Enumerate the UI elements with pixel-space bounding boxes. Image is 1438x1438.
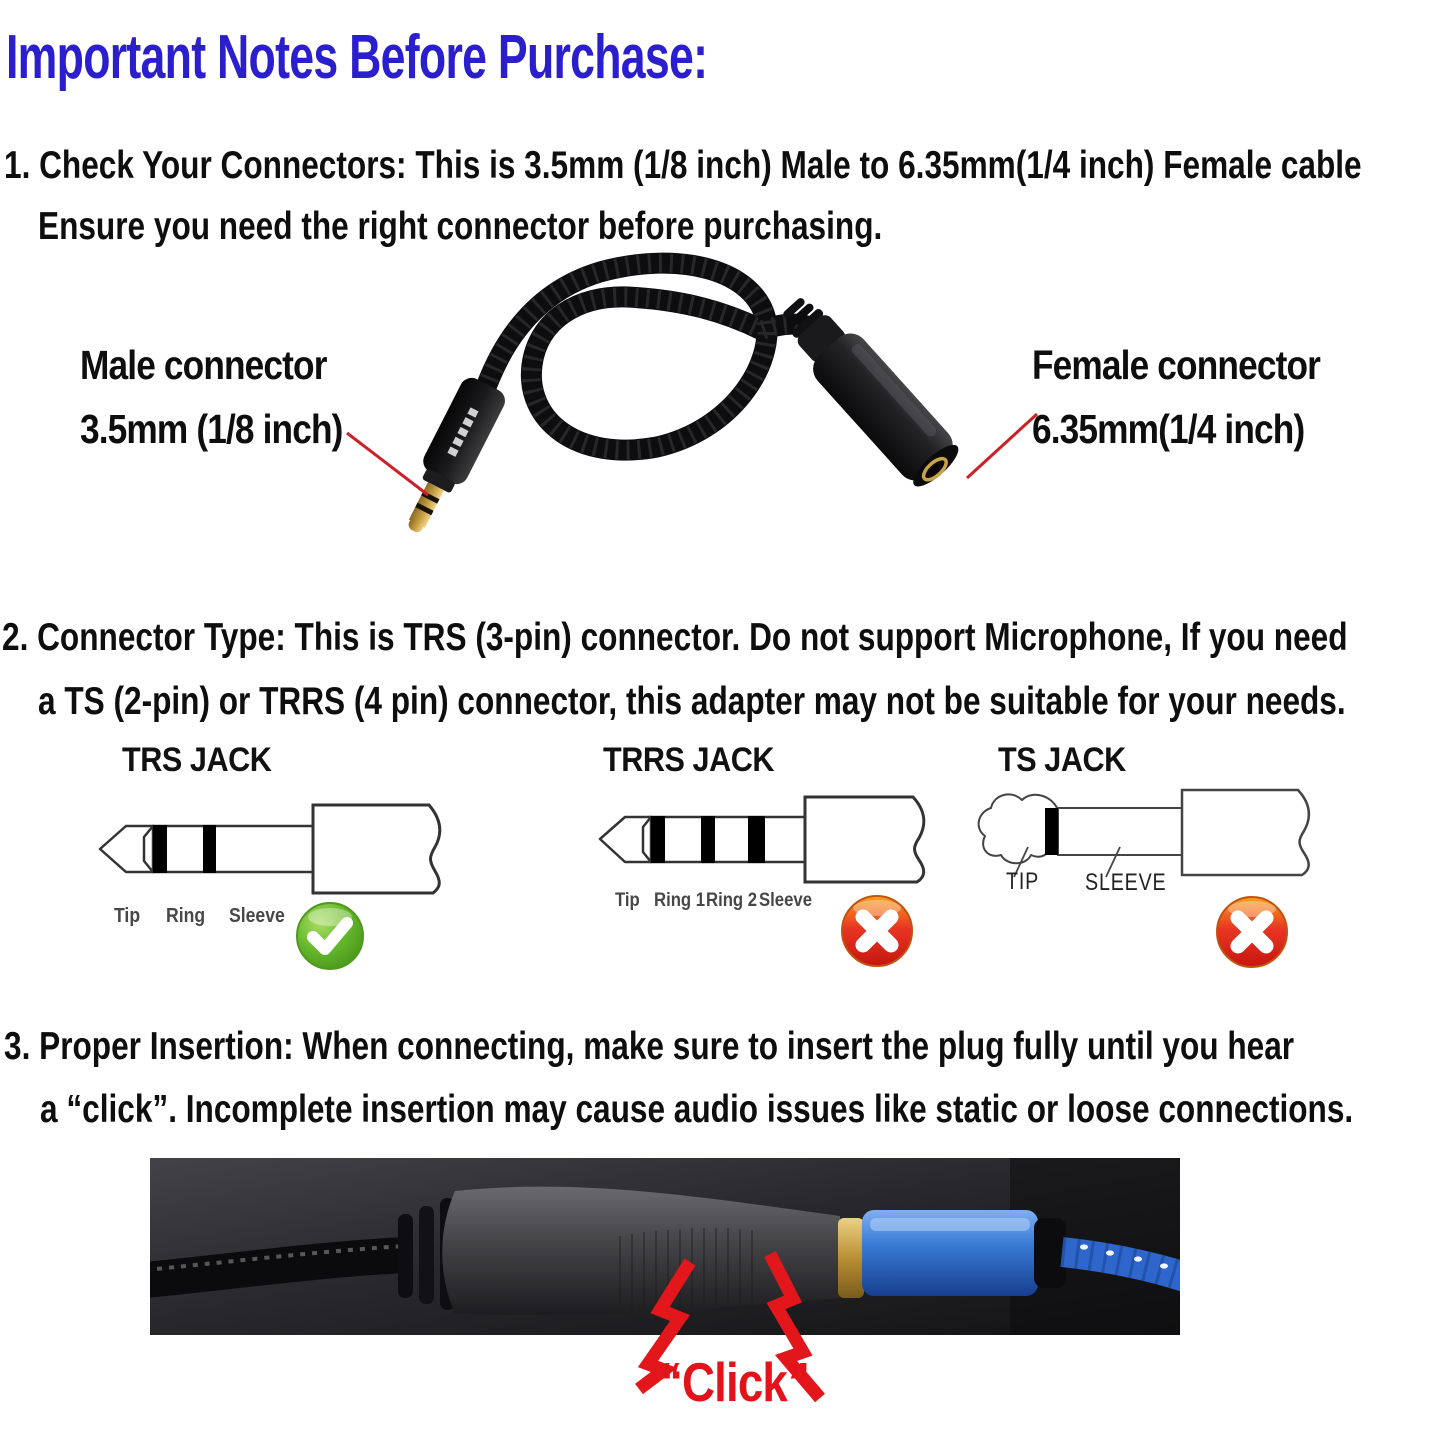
- ts-pin-sleeve: SLEEVE: [1085, 869, 1167, 896]
- male-connector-label: Male connector: [80, 342, 327, 388]
- trrs-pin-tip: Tip: [615, 890, 640, 911]
- note2-line2: a TS (2-pin) or TRRS (4 pin) connector, this adapter may not be suitable for your needs.: [38, 680, 1346, 723]
- female-jack-illustration: [768, 284, 965, 493]
- note2-line1: 2. Connector Type: This is TRS (3-pin) connector. Do not support Microphone, If you need: [2, 616, 1348, 659]
- trrs-pin-ring2: Ring 2: [706, 890, 758, 911]
- page-title: Important Notes Before Purchase:: [6, 23, 708, 92]
- male-connector-size: 3.5mm (1/8 inch): [80, 406, 343, 452]
- trrs-jack-title: TRRS JACK: [603, 741, 775, 779]
- male-plug-illustration: [392, 374, 509, 542]
- note3-line1: 3. Proper Insertion: When connecting, make sure to insert the plug fully until you hear: [4, 1025, 1295, 1068]
- check-icon: [294, 900, 366, 972]
- male-pointer-line: [347, 433, 428, 495]
- note1-line1: 1. Check Your Connectors: This is 3.5mm (1/8 inch) Male to 6.35mm(1/4 inch) Female cable: [4, 144, 1362, 187]
- trs-pin-ring: Ring: [166, 905, 206, 927]
- cross-icon: [1214, 894, 1290, 970]
- trrs-pin-ring1: Ring 1: [654, 890, 706, 911]
- gold-ring: [838, 1218, 864, 1298]
- trs-jack-title: TRS JACK: [122, 741, 272, 779]
- cable-illustration: [485, 263, 812, 450]
- click-label: “Click”: [660, 1351, 809, 1413]
- trs-jack-diagram: [95, 795, 455, 905]
- trrs-jack-diagram: [595, 790, 940, 900]
- note1-line2: Ensure you need the right connector before purchasing.: [38, 205, 883, 248]
- female-pointer-line: [967, 414, 1037, 478]
- cross-icon: [839, 893, 915, 969]
- trs-pin-sleeve: Sleeve: [229, 905, 285, 927]
- note3-line2: a “click”. Incomplete insertion may cause audio issues like static or loose connections.: [40, 1088, 1354, 1131]
- ts-pin-tip: TIP: [1006, 868, 1040, 895]
- trrs-pin-sleeve: Sleeve: [759, 890, 813, 911]
- trs-pin-tip: Tip: [114, 905, 141, 927]
- female-connector-label: Female connector: [1032, 342, 1321, 388]
- female-connector-size: 6.35mm(1/4 inch): [1032, 406, 1305, 452]
- ts-jack-title: TS JACK: [998, 741, 1126, 779]
